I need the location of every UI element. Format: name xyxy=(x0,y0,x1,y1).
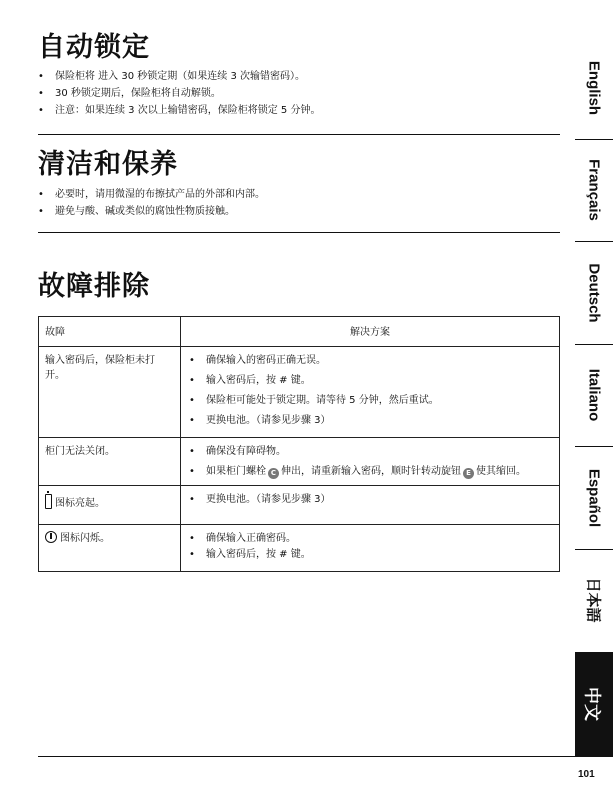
tab-divider xyxy=(575,344,613,345)
solution-cell xyxy=(181,486,560,525)
problem-cell xyxy=(39,525,181,572)
list-item: • 注意：如果连续 3 次以上输错密码，保险柜将锁定 5 分钟。 xyxy=(38,102,320,119)
tab-divider xyxy=(575,549,613,550)
list-item: • 确保输入的密码正确无误。 xyxy=(187,353,553,368)
header-solution: 解决方案 xyxy=(181,317,560,347)
section-title-cleaning: 清洁和保养 xyxy=(38,149,178,180)
cleaning-list xyxy=(38,186,265,220)
solution-text: 如果柜门螺栓 xyxy=(206,466,266,477)
list-item: • 保险柜将 进入 30 秒锁定期（如果连续 3 次输错密码）。 xyxy=(38,68,320,85)
list-item: • 保险柜可能处于锁定期。请等待 5 分钟，然后重试。 xyxy=(187,393,553,408)
footer-divider xyxy=(38,756,613,757)
section-divider xyxy=(38,134,560,135)
list-item xyxy=(187,464,553,479)
tab-divider xyxy=(575,446,613,447)
page-number: 101 xyxy=(578,769,595,780)
problem-text: 图标闪烁。 xyxy=(60,533,110,544)
list-item: • 避免与酸、碱或类似的腐蚀性物质接触。 xyxy=(38,203,265,220)
list-item: • 更换电池。（请参见步骤 3） xyxy=(187,413,553,428)
bolt-c-badge-icon: C xyxy=(268,468,279,479)
list-item: • 确保没有障碍物。 xyxy=(187,444,553,459)
table-row xyxy=(39,525,560,572)
tab-divider xyxy=(575,241,613,242)
solution-cell xyxy=(181,525,560,572)
problem-cell: 输入密码后，保险柜未打开。 xyxy=(39,347,181,438)
list-item: • 输入密码后，按 # 键。 xyxy=(187,547,553,562)
list-item: • 必要时，请用微湿的布擦拭产品的外部和内部。 xyxy=(38,186,265,203)
problem-text: 图标亮起。 xyxy=(55,498,105,509)
tab-chinese-active[interactable]: 中文 xyxy=(575,652,613,756)
problem-cell: 柜门无法关闭。 xyxy=(39,438,181,486)
section-divider xyxy=(38,232,560,233)
section-title-auto-lock: 自动锁定 xyxy=(38,32,150,63)
auto-lock-list xyxy=(38,68,320,119)
knob-e-badge-icon: E xyxy=(463,468,474,479)
section-title-troubleshooting: 故障排除 xyxy=(38,271,150,302)
list-item: • 更换电池。（请参见步骤 3） xyxy=(187,492,553,507)
solution-cell xyxy=(181,438,560,486)
list-item: • 确保输入正确密码。 xyxy=(187,531,553,546)
solution-text: 使其缩回。 xyxy=(476,466,526,477)
solution-text: 伸出，请重新输入密码，顺时针转动旋钮 xyxy=(281,466,461,477)
solution-cell xyxy=(181,347,560,438)
header-problem: 故障 xyxy=(39,317,181,347)
problem-cell xyxy=(39,486,181,525)
table-row xyxy=(39,347,560,438)
tab-divider xyxy=(575,139,613,140)
power-icon xyxy=(45,531,57,543)
table-row xyxy=(39,486,560,525)
list-item: • 30 秒锁定期后，保险柜将自动解锁。 xyxy=(38,85,320,102)
table-row xyxy=(39,438,560,486)
list-item: • 输入密码后，按 # 键。 xyxy=(187,373,553,388)
table-header-row xyxy=(39,317,560,347)
troubleshooting-table xyxy=(38,316,560,572)
battery-icon xyxy=(45,494,52,509)
